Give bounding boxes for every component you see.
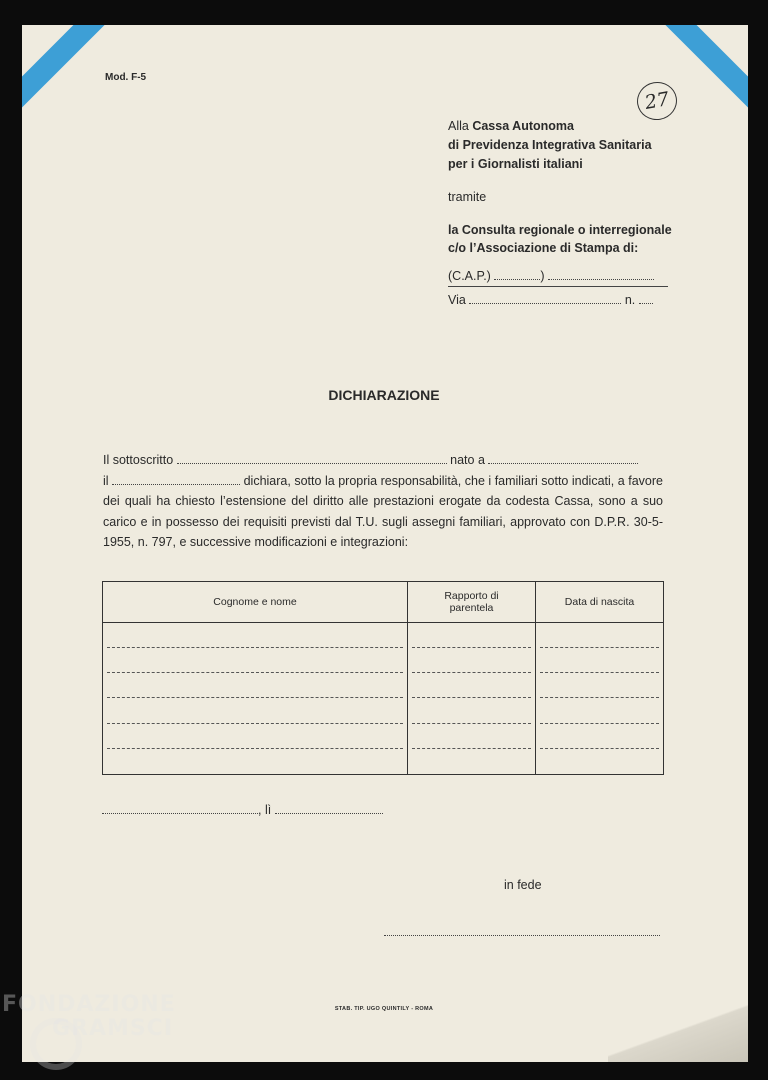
birthdate-cell[interactable] xyxy=(536,724,664,749)
watermark-line-1: FONDAZIONE xyxy=(2,992,176,1017)
handwritten-page-number: 27 xyxy=(634,79,680,123)
date-prefix: il xyxy=(103,473,109,488)
name-cell[interactable] xyxy=(103,623,408,649)
via-row xyxy=(448,291,653,310)
name-cell[interactable] xyxy=(103,698,408,723)
place-date-line xyxy=(102,803,383,817)
via-label: Via xyxy=(448,293,466,307)
document-page xyxy=(22,25,748,1062)
table-row xyxy=(103,749,664,775)
column-header-relationship-text: Rapporto di parentela xyxy=(444,590,499,614)
birthdate-cell[interactable] xyxy=(536,749,664,775)
relationship-cell[interactable] xyxy=(408,623,536,649)
model-code: Mod. F-5 xyxy=(105,72,147,83)
column-header-name: Cognome e nome xyxy=(103,582,408,623)
relationship-cell[interactable] xyxy=(408,648,536,673)
signer-line xyxy=(103,450,663,471)
recipient-line-3: per i Giornalisti italiani xyxy=(448,157,583,171)
consulta-line-1: la Consulta regionale o interregionale xyxy=(448,223,672,237)
tramite-label: tramite xyxy=(448,190,487,204)
born-label: nato a xyxy=(450,453,485,467)
name-cell[interactable] xyxy=(103,673,408,698)
page-curl xyxy=(608,1002,748,1062)
watermark-line-2: GRAMSCI xyxy=(52,1016,174,1041)
cap-label: (C.A.P.) xyxy=(448,269,491,283)
recipient-name: Cassa Autonoma xyxy=(472,119,574,133)
cap-row: (C.A.P.) ) xyxy=(448,267,668,287)
birthdate-cell[interactable] xyxy=(536,648,664,673)
relationship-cell[interactable] xyxy=(408,724,536,749)
table-row xyxy=(103,724,664,749)
table-row xyxy=(103,673,664,698)
consulta-line-2: c/o l’Associazione di Stampa di: xyxy=(448,241,639,255)
name-cell[interactable] xyxy=(103,749,408,775)
family-members-table xyxy=(102,581,664,775)
table-row xyxy=(103,623,664,649)
signer-label: Il sottoscritto xyxy=(103,453,174,467)
form-title: DICHIARAZIONE xyxy=(328,387,440,403)
relationship-cell[interactable] xyxy=(408,698,536,723)
relationship-cell[interactable] xyxy=(408,673,536,698)
signature-field[interactable] xyxy=(384,933,660,936)
address-prefix: Alla xyxy=(448,119,469,133)
number-label: n. xyxy=(624,293,636,307)
cap-field[interactable] xyxy=(494,269,540,280)
street-field[interactable] xyxy=(469,293,621,304)
watermark xyxy=(2,993,176,1041)
column-header-relationship xyxy=(408,582,536,623)
name-cell[interactable] xyxy=(103,648,408,673)
date-field[interactable] xyxy=(275,803,383,814)
place-separator: , lì xyxy=(258,803,272,817)
birthdate-cell[interactable] xyxy=(536,623,664,649)
printer-imprint: STAB. TIP. UGO QUINTILY - ROMA xyxy=(334,1006,434,1012)
birthdate-cell[interactable] xyxy=(536,673,664,698)
recipient-line-2: di Previdenza Integrativa Sanitaria xyxy=(448,138,652,152)
recipient-line-1 xyxy=(448,117,574,136)
table-row xyxy=(103,648,664,673)
column-header-birthdate: Data di nascita xyxy=(536,582,664,623)
birthplace-field[interactable] xyxy=(488,453,638,464)
table-header-row xyxy=(103,582,664,623)
declaration-paragraph xyxy=(103,450,663,553)
table-row xyxy=(103,698,664,723)
birthdate-field[interactable] xyxy=(112,474,240,485)
relationship-cell[interactable] xyxy=(408,749,536,775)
birthdate-cell[interactable] xyxy=(536,698,664,723)
signer-name-field[interactable] xyxy=(177,453,447,464)
declaration-body xyxy=(103,471,663,553)
name-cell[interactable] xyxy=(103,724,408,749)
blue-corner-band-left xyxy=(22,25,107,121)
in-fede-label: in fede xyxy=(504,878,542,892)
city-field[interactable] xyxy=(548,269,654,280)
declaration-text: dichiara, sotto la propria responsabilità, che i familiari sotto indicati, a favore dei quali ha chiesto l’estensione del diritto alle prestazioni erogate da codesta Cassa, sono a suo carico e in possesso dei requisiti previsti dal T.U. sugli assegni familiari, approvato con D.P.R. 30-5-1955, n. 797, e successive modificazioni e integrazioni: xyxy=(103,473,663,549)
place-field[interactable] xyxy=(102,803,258,814)
street-number-field[interactable] xyxy=(639,293,653,304)
